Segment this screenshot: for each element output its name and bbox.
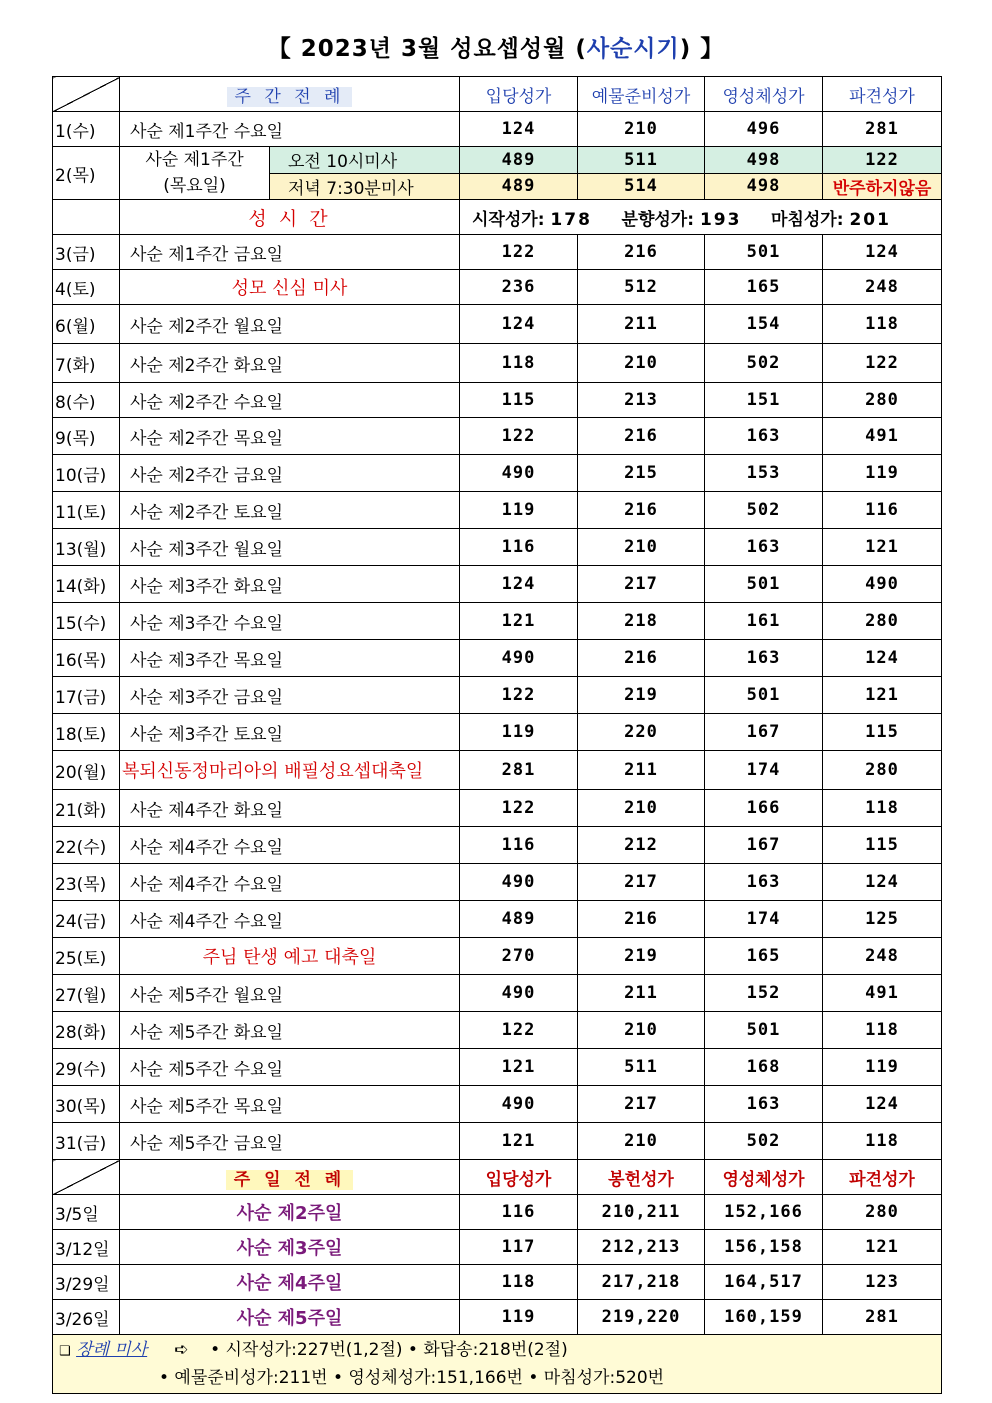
hymn-entrance: 121 [460, 1123, 578, 1160]
hymn-recessional: 281 [823, 112, 942, 147]
table-row [53, 344, 942, 383]
row-description: 성모 신심 미사 [120, 270, 460, 305]
table-row [53, 677, 942, 714]
morning-mass-label: 오전 10시미사 [270, 147, 460, 174]
holy-hour-hymns: 시작성가: 178 분향성가: 193 마침성가: 201 [460, 200, 942, 235]
hymn-recessional: 280 [823, 603, 942, 640]
hymn-entrance: 122 [460, 418, 578, 455]
row-description: 사순 제2주간 토요일 [120, 492, 460, 529]
hymn-recessional: 116 [823, 492, 942, 529]
table-row [53, 1012, 942, 1049]
row-description: 사순 제1주간 (목요일) [120, 147, 270, 200]
hymn-entrance: 118 [460, 344, 578, 383]
hymn-entrance: 122 [460, 790, 578, 827]
row-description: 사순 제1주간 수요일 [120, 112, 460, 147]
no-accompaniment-note: 반주하지않음 [823, 173, 942, 200]
row-date: 16(목) [53, 640, 120, 677]
hymn-offertory: 514 [578, 173, 705, 200]
row-date: 14(화) [53, 566, 120, 603]
hymn-recessional: 280 [823, 751, 942, 790]
row-description: 사순 제3주간 화요일 [120, 566, 460, 603]
table-row [53, 383, 942, 418]
table-row [53, 864, 942, 901]
hymn-communion: 502 [705, 344, 823, 383]
funeral-mass-link[interactable]: 장례 미사 [76, 1340, 148, 1360]
hymn-communion: 166 [705, 790, 823, 827]
hymn-entrance: 490 [460, 864, 578, 901]
row-description: 사순 제5주간 목요일 [120, 1086, 460, 1123]
hymn-recessional: 118 [823, 305, 942, 344]
hymn-recessional: 124 [823, 864, 942, 901]
table-row [53, 1049, 942, 1086]
hymn-communion: 168 [705, 1049, 823, 1086]
hymn-communion: 164,517 [705, 1265, 823, 1300]
hymn-recessional: 121 [823, 529, 942, 566]
row-date: 13(월) [53, 529, 120, 566]
col-offering: 봉헌성가 [578, 1160, 705, 1195]
row-date: 27(월) [53, 975, 120, 1012]
row-description: 사순 제3주간 금요일 [120, 677, 460, 714]
hymn-offertory: 212 [578, 827, 705, 864]
table-row [53, 418, 942, 455]
hymn-offertory: 215 [578, 455, 705, 492]
hymn-entrance: 236 [460, 270, 578, 305]
table-row [53, 112, 942, 147]
row-date: 3/29일 [53, 1265, 120, 1300]
table-row [53, 827, 942, 864]
hymn-recessional: 123 [823, 1265, 942, 1300]
hymn-recessional: 115 [823, 827, 942, 864]
hymn-offertory: 211 [578, 975, 705, 1012]
table-row-morning [53, 147, 942, 174]
hymn-recessional: 119 [823, 1049, 942, 1086]
row-date: 20(월) [53, 751, 120, 790]
hymn-offertory: 512 [578, 270, 705, 305]
hymn-communion: 174 [705, 901, 823, 938]
hymn-communion: 152 [705, 975, 823, 1012]
hymn-offertory: 210 [578, 344, 705, 383]
footer-line-1 [59, 1337, 935, 1365]
hymn-communion: 163 [705, 640, 823, 677]
hymn-communion: 163 [705, 529, 823, 566]
hymn-recessional: 491 [823, 975, 942, 1012]
hymn-recessional: 122 [823, 344, 942, 383]
hymn-offertory: 511 [578, 1049, 705, 1086]
row-date: 3/26일 [53, 1300, 120, 1335]
hymn-offertory: 210 [578, 112, 705, 147]
hymn-communion: 174 [705, 751, 823, 790]
row-description: 사순 제4주간 수요일 [120, 827, 460, 864]
row-date: 29(수) [53, 1049, 120, 1086]
hymn-entrance: 121 [460, 603, 578, 640]
hymn-entrance: 490 [460, 455, 578, 492]
hymn-offertory: 210 [578, 1012, 705, 1049]
header-diagonal-cell [53, 77, 120, 112]
table-row [53, 1123, 942, 1160]
row-description: 사순 제3주일 [120, 1230, 460, 1265]
hymn-offertory: 216 [578, 492, 705, 529]
table-row [53, 1086, 942, 1123]
hymn-communion: 498 [705, 147, 823, 174]
hymn-offertory: 217 [578, 1086, 705, 1123]
table-row [53, 566, 942, 603]
row-description: 사순 제5주일 [120, 1300, 460, 1335]
hymn-communion: 496 [705, 112, 823, 147]
sunday-row [53, 1265, 942, 1300]
hymn-recessional: 118 [823, 790, 942, 827]
row-description: 사순 제4주간 화요일 [120, 790, 460, 827]
hymn-offertory: 211 [578, 305, 705, 344]
hymn-entrance: 122 [460, 1012, 578, 1049]
col-communion: 영성체성가 [705, 1160, 823, 1195]
sunday-header-row [53, 1160, 942, 1195]
row-description: 사순 제4주일 [120, 1265, 460, 1300]
row-date: 11(토) [53, 492, 120, 529]
evening-mass-label: 저녁 7:30분미사 [270, 173, 460, 200]
hymn-communion: 163 [705, 864, 823, 901]
row-description: 사순 제5주간 월요일 [120, 975, 460, 1012]
hymn-entrance: 115 [460, 383, 578, 418]
hymn-offertory: 217 [578, 566, 705, 603]
hymn-entrance: 119 [460, 492, 578, 529]
table-row [53, 901, 942, 938]
row-date: 17(금) [53, 677, 120, 714]
sunday-row [53, 1195, 942, 1230]
holy-hour-row [53, 200, 942, 235]
hymn-offertory: 218 [578, 603, 705, 640]
table-row [53, 455, 942, 492]
table-row [53, 305, 942, 344]
row-date: 15(수) [53, 603, 120, 640]
hymn-entrance: 122 [460, 235, 578, 270]
hymn-offertory: 210,211 [578, 1195, 705, 1230]
row-date: 3(금) [53, 235, 120, 270]
hymn-offertory: 216 [578, 235, 705, 270]
hymn-entrance: 121 [460, 1049, 578, 1086]
hymn-schedule-table [52, 76, 942, 1394]
table-row [53, 640, 942, 677]
col-entrance: 입당성가 [460, 1160, 578, 1195]
row-description: 복되신동정마리아의 배필성요셉대축일 [120, 751, 460, 790]
hymn-recessional: 124 [823, 640, 942, 677]
row-date: 30(목) [53, 1086, 120, 1123]
row-date: 22(수) [53, 827, 120, 864]
hymn-entrance: 281 [460, 751, 578, 790]
hymn-recessional: 122 [823, 147, 942, 174]
table-row [53, 529, 942, 566]
col-communion: 영성체성가 [705, 77, 823, 112]
hymn-communion: 160,159 [705, 1300, 823, 1335]
table-row [53, 751, 942, 790]
hymn-recessional: 125 [823, 901, 942, 938]
hymn-communion: 501 [705, 1012, 823, 1049]
hymn-offertory: 216 [578, 640, 705, 677]
hymn-offertory: 220 [578, 714, 705, 751]
row-date: 4(토) [53, 270, 120, 305]
checkbox-icon: ❑ [59, 1344, 71, 1359]
hymn-entrance: 489 [460, 901, 578, 938]
hymn-recessional: 280 [823, 1195, 942, 1230]
sunday-liturgy-label: 주 일 전 례 [226, 1170, 353, 1190]
row-description: 사순 제4주간 수요일 [120, 901, 460, 938]
row-date: 25(토) [53, 938, 120, 975]
table-row [53, 235, 942, 270]
hymn-offertory: 219 [578, 677, 705, 714]
hymn-recessional: 124 [823, 235, 942, 270]
footer-text-1: • 시작성가:227번(1,2절) • 화답송:218번(2절) [210, 1340, 568, 1360]
hymn-entrance: 124 [460, 112, 578, 147]
hymn-recessional: 121 [823, 1230, 942, 1265]
row-date: 2(목) [53, 147, 120, 200]
row-description: 사순 제3주간 목요일 [120, 640, 460, 677]
hymn-recessional: 248 [823, 270, 942, 305]
arrow-right-icon: ➪ [174, 1340, 189, 1360]
hymn-offertory: 212,213 [578, 1230, 705, 1265]
hymn-communion: 154 [705, 305, 823, 344]
hymn-entrance: 490 [460, 1086, 578, 1123]
hymn-communion: 151 [705, 383, 823, 418]
hymn-entrance: 124 [460, 305, 578, 344]
hymn-entrance: 117 [460, 1230, 578, 1265]
hymn-offertory: 211 [578, 751, 705, 790]
row-description: 사순 제2주간 목요일 [120, 418, 460, 455]
table-row [53, 492, 942, 529]
table-row [53, 790, 942, 827]
row-description: 사순 제5주간 수요일 [120, 1049, 460, 1086]
col-offertory: 예물준비성가 [578, 77, 705, 112]
row-date: 23(목) [53, 864, 120, 901]
hymn-communion: 161 [705, 603, 823, 640]
hymn-entrance: 118 [460, 1265, 578, 1300]
hymn-recessional: 280 [823, 383, 942, 418]
row-description: 사순 제4주간 수요일 [120, 864, 460, 901]
hymn-communion: 498 [705, 173, 823, 200]
sunday-row [53, 1300, 942, 1335]
hymn-entrance: 116 [460, 529, 578, 566]
hymn-offertory: 210 [578, 529, 705, 566]
hymn-entrance: 119 [460, 1300, 578, 1335]
row-description: 사순 제2주간 화요일 [120, 344, 460, 383]
row-date: 18(토) [53, 714, 120, 751]
hymn-offertory: 511 [578, 147, 705, 174]
row-date: 6(월) [53, 305, 120, 344]
footer-line-2: • 예물준비성가:211번 • 영성체성가:151,166번 • 마침성가:520번 [159, 1368, 665, 1388]
hymn-recessional: 115 [823, 714, 942, 751]
col-entrance: 입당성가 [460, 77, 578, 112]
hymn-entrance: 122 [460, 677, 578, 714]
hymn-recessional: 124 [823, 1086, 942, 1123]
hymn-recessional: 281 [823, 1300, 942, 1335]
hymn-offertory: 216 [578, 901, 705, 938]
hymn-communion: 165 [705, 270, 823, 305]
hymn-recessional: 490 [823, 566, 942, 603]
row-description: 사순 제5주간 화요일 [120, 1012, 460, 1049]
hymn-recessional: 118 [823, 1012, 942, 1049]
hymn-recessional: 118 [823, 1123, 942, 1160]
row-date: 3/12일 [53, 1230, 120, 1265]
col-recessional: 파견성가 [823, 1160, 942, 1195]
row-description: 사순 제3주간 수요일 [120, 603, 460, 640]
hymn-entrance: 489 [460, 147, 578, 174]
row-date: 9(목) [53, 418, 120, 455]
header-diagonal-cell [53, 1160, 120, 1195]
hymn-communion: 153 [705, 455, 823, 492]
row-description: 사순 제3주간 토요일 [120, 714, 460, 751]
hymn-recessional: 121 [823, 677, 942, 714]
hymn-communion: 502 [705, 492, 823, 529]
row-description: 사순 제2주간 금요일 [120, 455, 460, 492]
row-description: 사순 제2주간 수요일 [120, 383, 460, 418]
table-row [53, 938, 942, 975]
hymn-offertory: 217 [578, 864, 705, 901]
hymn-communion: 502 [705, 1123, 823, 1160]
hymn-communion: 163 [705, 1086, 823, 1123]
row-description: 사순 제1주간 금요일 [120, 235, 460, 270]
weekday-liturgy-label: 주 간 전 례 [227, 87, 353, 107]
row-description: 사순 제2주간 월요일 [120, 305, 460, 344]
row-date: 28(화) [53, 1012, 120, 1049]
hymn-communion: 167 [705, 714, 823, 751]
row-description: 사순 제3주간 월요일 [120, 529, 460, 566]
hymn-offertory: 219 [578, 938, 705, 975]
row-date: 10(금) [53, 455, 120, 492]
row-description: 주님 탄생 예고 대축일 [120, 938, 460, 975]
hymn-offertory: 217,218 [578, 1265, 705, 1300]
hymn-offertory: 216 [578, 418, 705, 455]
row-date: 8(수) [53, 383, 120, 418]
hymn-communion: 501 [705, 677, 823, 714]
table-row [53, 975, 942, 1012]
hymn-communion: 167 [705, 827, 823, 864]
hymn-offertory: 210 [578, 1123, 705, 1160]
hymn-entrance: 490 [460, 975, 578, 1012]
hymn-entrance: 116 [460, 1195, 578, 1230]
row-date: 1(수) [53, 112, 120, 147]
weekday-header-row [53, 77, 942, 112]
hymn-entrance: 489 [460, 173, 578, 200]
hymn-entrance: 119 [460, 714, 578, 751]
hymn-communion: 152,166 [705, 1195, 823, 1230]
table-row [53, 270, 942, 305]
hymn-entrance: 490 [460, 640, 578, 677]
row-description: 사순 제2주일 [120, 1195, 460, 1230]
col-recessional: 파견성가 [823, 77, 942, 112]
hymn-communion: 501 [705, 235, 823, 270]
page-title: 【 2023년 3월 성요셉성월 (사순시기) 】 [267, 36, 725, 62]
funeral-mass-info [53, 1335, 942, 1394]
hymn-communion: 156,158 [705, 1230, 823, 1265]
hymn-communion: 163 [705, 418, 823, 455]
holy-hour-label: 성 시 간 [120, 200, 460, 235]
funeral-mass-row [53, 1335, 942, 1394]
hymn-offertory: 219,220 [578, 1300, 705, 1335]
hymn-recessional: 491 [823, 418, 942, 455]
hymn-communion: 501 [705, 566, 823, 603]
row-description: 사순 제5주간 금요일 [120, 1123, 460, 1160]
hymn-recessional: 119 [823, 455, 942, 492]
hymn-recessional: 248 [823, 938, 942, 975]
hymn-entrance: 270 [460, 938, 578, 975]
row-date: 21(화) [53, 790, 120, 827]
hymn-communion: 165 [705, 938, 823, 975]
row-date: 31(금) [53, 1123, 120, 1160]
table-row [53, 714, 942, 751]
row-date: 7(화) [53, 344, 120, 383]
hymn-offertory: 213 [578, 383, 705, 418]
sunday-row [53, 1230, 942, 1265]
row-date: 24(금) [53, 901, 120, 938]
row-date: 3/5일 [53, 1195, 120, 1230]
hymn-offertory: 210 [578, 790, 705, 827]
hymn-entrance: 124 [460, 566, 578, 603]
table-row [53, 603, 942, 640]
hymn-entrance: 116 [460, 827, 578, 864]
